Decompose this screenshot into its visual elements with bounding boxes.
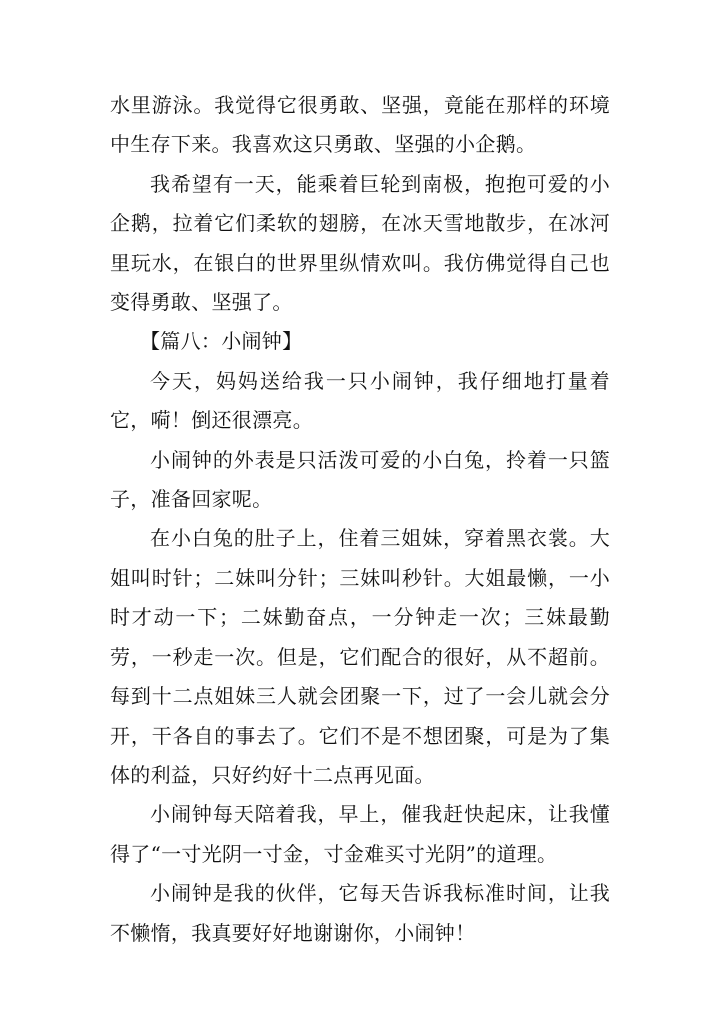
paragraph-appearance: 小闹钟的外表是只活泼可爱的小白兔，拎着一只篮子，准备回家呢。	[110, 447, 610, 512]
paragraph-morning: 小闹钟每天陪着我，早上，催我赶快起床，让我懂得了“一寸光阴一寸金，寸金难买寸光阴”的道理。	[110, 802, 610, 866]
document-body	[110, 86, 610, 953]
paragraph-wish: 我希望有一天，能乘着巨轮到南极，抱抱可爱的小企鹅，拉着它们柔软的翅膀，在冰天雪地散步，在冰河里玩水，在银白的世界里纵情欢叫。我仿佛觉得自己也变得勇敢、坚强了。	[110, 171, 610, 315]
paragraph-continuation: 水里游泳。我觉得它很勇敢、坚强，竟能在那样的环境中生存下来。我喜欢这只勇敢、坚强的小企鹅。	[110, 93, 610, 157]
paragraph-companion: 小闹钟是我的伙伴，它每天告诉我标准时间，让我不懒惰，我真要好好地谢谢你，小闹钟！	[110, 881, 610, 945]
paragraph-three-sisters: 在小白兔的肚子上，住着三姐妹，穿着黑衣裳。大姐叫时针；二妹叫分针；三妹叫秒针。大姐最懒，一小时才动一下；二妹勤奋点，一分钟走一次；三妹最勤劳，一秒走一次。但是，它们配合的很好，从不超前。每到十二点姐妹三人就会团聚一下，过了一会儿就会分开，干各自的事去了。它们不是不想团聚，可是为了集体的利益，只好约好十二点再见面。	[110, 526, 610, 787]
section-heading: 【篇八：小闹钟】	[140, 329, 303, 354]
paragraph-gift: 今天，妈妈送给我一只小闹钟，我仔细地打量着它，嗬！倒还很漂亮。	[110, 368, 610, 433]
